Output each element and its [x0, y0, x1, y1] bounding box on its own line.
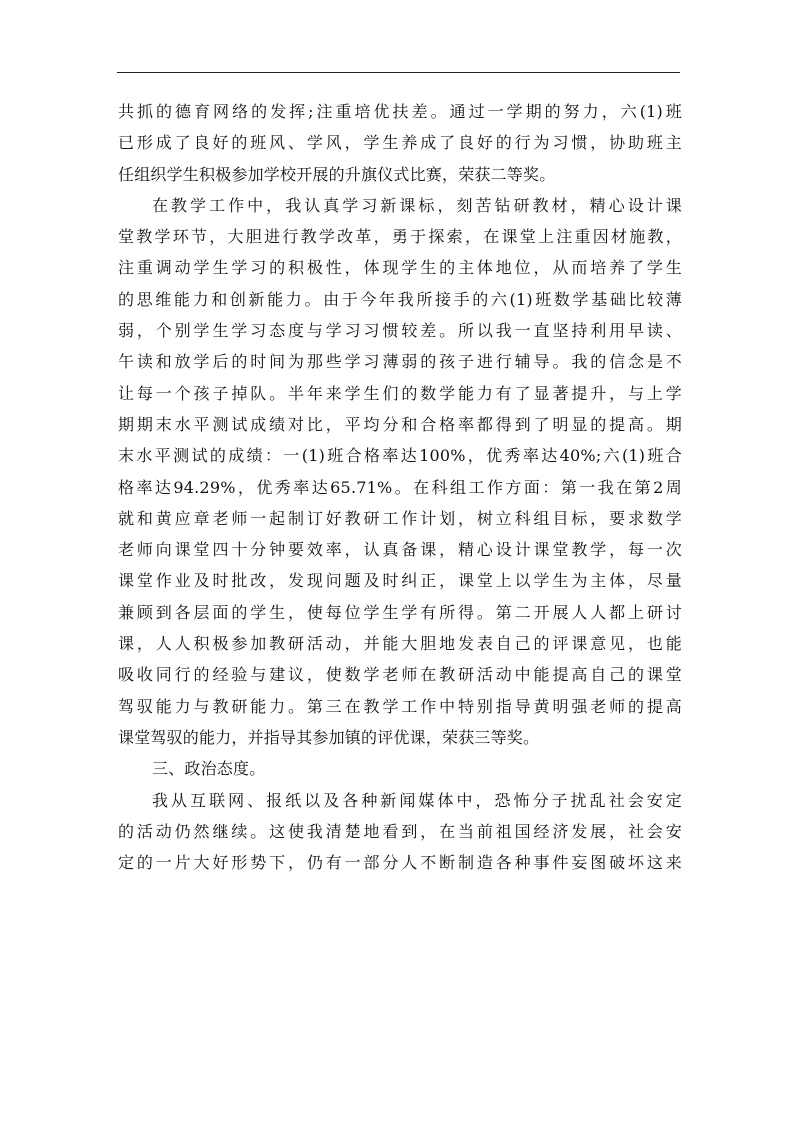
text-line: 弱，个别学生学习态度与学习习惯较差。所以我一直坚持利用早读、 [118, 321, 682, 341]
text-line: 任组织学生积极参加学校开展的升旗仪式比赛，荣获二等奖。 [118, 164, 556, 184]
section-heading: 三、政治态度。 [152, 759, 266, 779]
paragraph-first-line: 在教学工作中，我认真学习新课标，刻苦钻研教材，精心设计课 [152, 195, 682, 215]
text-line: 课，人人积极参加教研活动，并能大胆地发表自己的评课意见，也能 [118, 634, 682, 654]
text-line: 期期末水平测试成绩对比，平均分和合格率都得到了明显的提高。期 [118, 414, 682, 434]
text-line: 老师向课堂四十分钟要效率，认真备课，精心设计课堂教学，每一次 [118, 540, 682, 560]
text-line: 就和黄应章老师一起制订好教研工作计划，树立科组目标，要求数学 [118, 508, 682, 528]
text-line: 课堂驾驭的能力，并指导其参加镇的评优课，荣获三等奖。 [118, 727, 540, 747]
document-body [118, 96, 682, 878]
text-line: 注重调动学生学习的积极性，体现学生的主体地位，从而培养了学生 [118, 258, 682, 278]
text-line: 的活动仍然继续。这使我清楚地看到，在当前祖国经济发展，社会安 [118, 821, 682, 841]
text-line: 定的一片大好形势下，仍有一部分人不断制造各种事件妄图破坏这来 [118, 853, 682, 873]
text-line: 吸收同行的经验与建议，使数学老师在教研活动中能提高自己的课堂 [118, 665, 682, 685]
text-line: 午读和放学后的时间为那些学习薄弱的孩子进行辅导。我的信念是不 [118, 352, 682, 372]
text-line: 课堂作业及时批改，发现问题及时纠正，课堂上以学生为主体，尽量 [118, 571, 682, 591]
text-line: 末水平测试的成绩：一(1)班合格率达100%，优秀率达40%;六(1)班合 [118, 446, 682, 466]
paragraph-first-line: 我从互联网、报纸以及各种新闻媒体中，恐怖分子扰乱社会安定 [152, 790, 682, 810]
text-line: 已形成了良好的班风、学风，学生养成了良好的行为习惯，协助班主 [118, 133, 682, 153]
text-line: 堂教学环节，大胆进行教学改革，勇于探索，在课堂上注重因材施教， [118, 227, 682, 247]
text-line: 的思维能力和创新能力。由于今年我所接手的六(1)班数学基础比较薄 [118, 289, 682, 309]
text-line: 兼顾到各层面的学生，使每位学生学有所得。第二开展人人都上研讨 [118, 602, 682, 622]
header-rule [117, 72, 680, 73]
text-line: 共抓的德育网络的发挥;注重培优扶差。通过一学期的努力，六(1)班 [118, 102, 682, 121]
text-line: 格率达94.29%，优秀率达65.71%。在科组工作方面：第一我在第2周 [118, 477, 682, 497]
text-line: 驾驭能力与教研能力。第三在教学工作中特别指导黄明强老师的提高 [118, 696, 682, 716]
text-line: 让每一个孩子掉队。半年来学生们的数学能力有了显著提升，与上学 [118, 383, 682, 403]
